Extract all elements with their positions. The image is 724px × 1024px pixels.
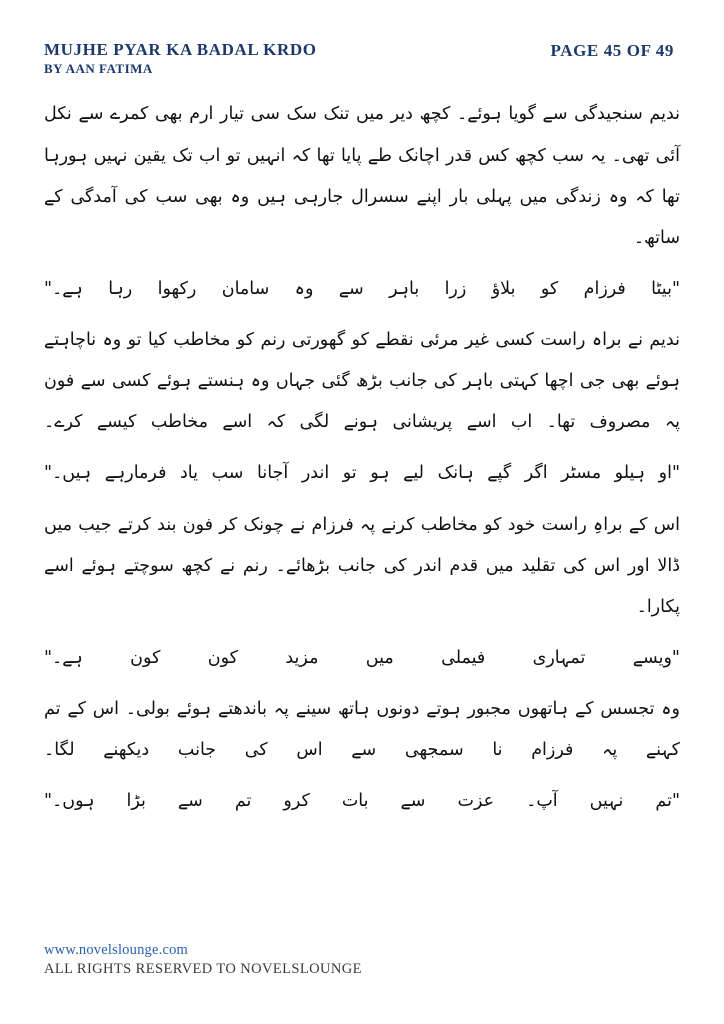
paragraph-dialogue: "بیٹا فرزام کو بلاؤ زرا باہر سے وہ سامان رکھوا رہا ہے۔" <box>44 278 680 299</box>
website-link[interactable]: www.novelslounge.com <box>44 941 189 958</box>
paragraph-dialogue: "تم نہیں آپ۔ عزت سے بات کرو تم سے بڑا ہوں۔" <box>44 791 680 812</box>
page-footer <box>44 941 680 1004</box>
paragraph-dialogue: "او ہیلو مسٹر اگر گپے ہانک لیے ہو تو اندر آجانا سب یاد فرمارہے ہیں۔" <box>44 463 680 484</box>
paragraph-dialogue: "ویسے تمہاری فیملی میں مزید کون کون ہے۔" <box>44 647 680 668</box>
book-author: BY AAN FATIMA <box>44 60 153 76</box>
book-title: MUJHE PYAR KA BADAL KRDO <box>44 40 317 59</box>
paragraph: وہ تجسس کے ہاتھوں مجبور ہوتے دونوں ہاتھ سینے پہ باندھتے ہوئے بولی۔ اس کے تم کہنے پہ فرزام نا سمجھی سے اس کی جانب دیکھنے لگا۔ <box>44 699 680 761</box>
copyright-notice: ALL RIGHTS RESERVED TO NOVELSLOUNGE <box>44 960 362 977</box>
page-indicator: PAGE 45 OF 49 <box>550 41 674 60</box>
paragraph: ندیم نے براہ راست کسی غیر مرئی نقطے کو گھورتی رنم کو مخاطب کیا تو وہ ناچاہتے ہوئے بھی جی اچھا کہتی باہر کی جانب بڑھ گئی جہاں وہ ہنستے ہوئے کسی سے فون پہ مصروف تھا۔ اب اسے پریشانی ہونے لگی کہ اسے مخاطب کیسے کرے۔ <box>44 330 680 433</box>
page-content <box>44 94 680 940</box>
paragraph: اس کے براہِ راست خود کو مخاطب کرنے پہ فرزام نے چونک کر فون بند کرتے جیب میں ڈالا اور اس کی تقلید میں قدم اندر کی جانب بڑھائے۔ رنم نے کچھ سوچتے ہوئے اسے پکارا۔ <box>44 514 680 617</box>
header-title-block <box>44 40 317 76</box>
page-header <box>44 40 680 76</box>
paragraph: ندیم سنجیدگی سے گویا ہوئے۔ کچھ دیر میں تنک سک سی تیار ارم بھی کمرے سے نکل آئی تھی۔ یہ سب کچھ کس قدر اچانک طے پایا تھا کہ انہیں تو اب تک یقین نہیں ہورہا تھا کہ وہ زندگی میں پہلی بار اپنے سسرال جارہی ہیں وہ بھی سب کی آمدگی کے ساتھ۔ <box>44 104 680 248</box>
